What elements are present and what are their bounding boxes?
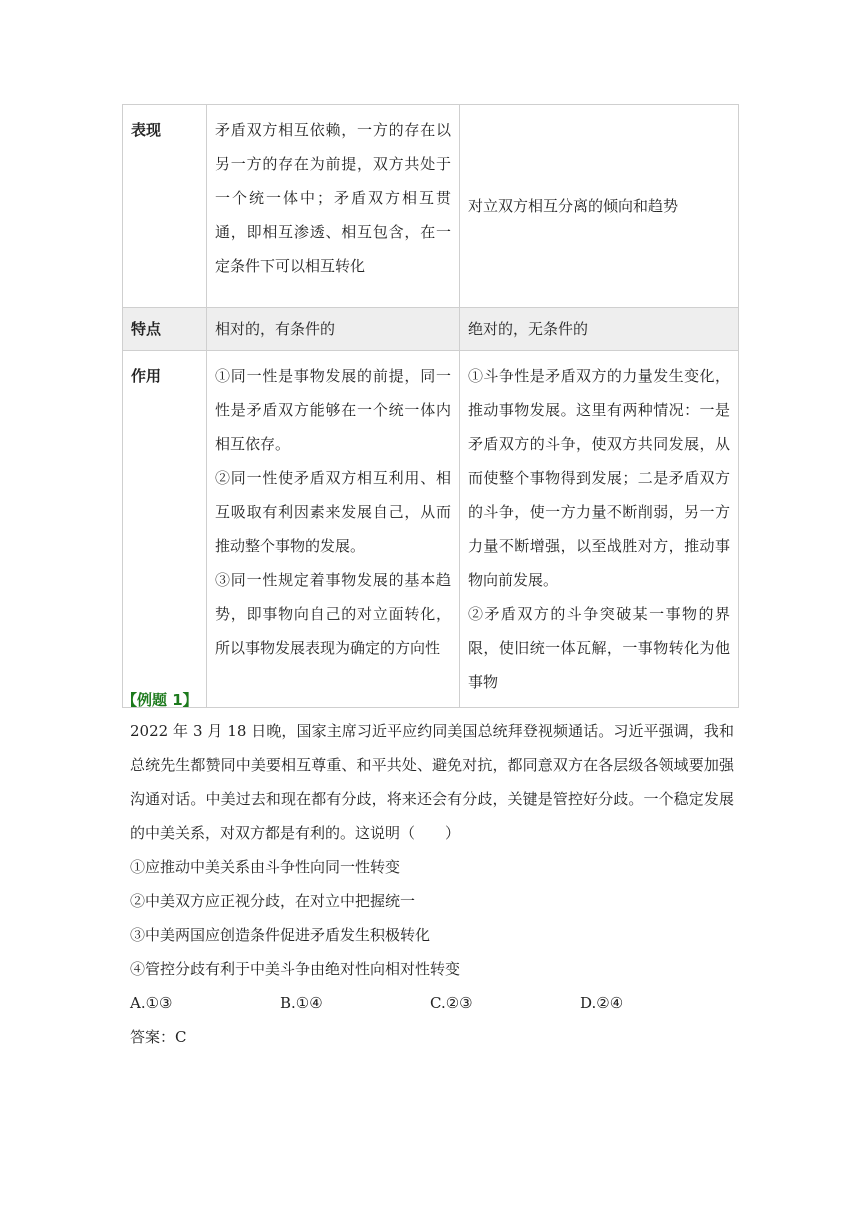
statement-2: ②中美双方应正视分歧，在对立中把握统一 [130,892,416,910]
choice-a: A.①③ [130,994,173,1012]
identity-manifestation-cell: 矛盾双方相互依赖，一方的存在以另一方的存在为前提，双方共处于一个统一体中；矛盾双方相互贯通，即相互渗透、相互包含，在一定条件下可以相互转化 [207,105,460,308]
struggle-feature-cell: 绝对的，无条件的 [460,308,739,351]
identity-feature-cell: 相对的，有条件的 [207,308,460,351]
example-title: 【例题 1】 [122,691,198,709]
statement-3: ③中美两国应创造条件促进矛盾发生积极转化 [130,926,431,944]
identity-function-para-3: ③同一性规定着事物发展的基本趋势，即事物向自己的对立面转化，所以事物发展表现为确定的方向性 [215,571,451,657]
struggle-manifestation-cell: 对立双方相互分离的倾向和趋势 [460,105,739,308]
question-stem: 2022 年 3 月 18 日晚，国家主席习近平应约同美国总统拜登视频通话。习近平强调，我和总统先生都赞同中美要相互尊重、和平共处、避免对抗，都同意双方在各层级各领域要加强沟通对话。中美过去和现在都有分歧，将来还会有分歧，关键是管控好分歧。一个稳定发展的中美关系，对双方都是有利的。这说明（ ） [130,722,734,842]
identity-function-para-1: ①同一性是事物发展的前提，同一性是矛盾双方能够在一个统一体内相互依存。 [215,367,451,453]
row-label-manifestation: 表现 [123,105,207,308]
table-row-manifestation [123,105,739,308]
struggle-function-cell [460,351,739,708]
identity-function-cell [207,351,460,708]
struggle-function-para-1: ①斗争性是矛盾双方的力量发生变化，推动事物发展。这里有两种情况：一是矛盾双方的斗争，使双方共同发展，从而使整个事物得到发展；二是矛盾双方的斗争，使一方力量不断削弱，另一方力量不断增强，以至战胜对方，推动事物向前发展。 [468,367,730,589]
struggle-function-para-2: ②矛盾双方的斗争突破某一事物的界限，使旧统一体瓦解，一事物转化为他事物 [468,605,730,691]
comparison-table [122,104,739,708]
row-label-function: 作用 [123,351,207,708]
choice-d: D.②④ [580,994,624,1012]
table-row-feature [123,308,739,351]
choice-b: B.①④ [280,994,323,1012]
identity-function-para-2: ②同一性使矛盾双方相互利用、相互吸取有利因素来发展自己，从而推动整个事物的发展。 [215,469,451,555]
answer-line: 答案：C [130,1028,187,1046]
choice-row [130,988,734,1018]
choice-c: C.②③ [430,994,473,1012]
row-label-feature: 特点 [123,308,207,351]
statement-1: ①应推动中美关系由斗争性向同一性转变 [130,858,401,876]
table-row-function [123,351,739,708]
statement-4: ④管控分歧有利于中美斗争由绝对性向相对性转变 [130,960,461,978]
